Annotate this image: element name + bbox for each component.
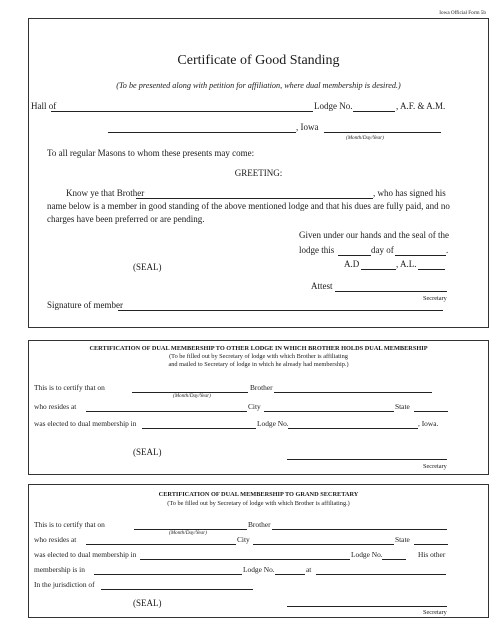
- city-label: City: [248, 402, 261, 411]
- brother-label: Brother: [248, 520, 271, 529]
- secretary-label: Secretary: [423, 463, 447, 470]
- day-field[interactable]: [338, 255, 371, 256]
- date-note: (Month/Day/Year): [173, 393, 211, 399]
- al-year-field[interactable]: [418, 269, 445, 270]
- al-label: , A.L.: [396, 259, 417, 269]
- dual-grand-city-field[interactable]: [253, 544, 394, 545]
- date-note: (Month/Day/Year): [346, 135, 384, 141]
- resides-label: who resides at: [34, 402, 77, 411]
- brother-label: Brother: [250, 383, 273, 392]
- body-line-2: name below is a member in good standing of the above mentioned lodge and that his dues are fully paid, and no: [47, 201, 450, 211]
- date-note: (Month/Day/Year): [169, 530, 207, 536]
- dual-lodge-sub1: (To be filled out by Secretary of lodge with which Brother is affiliating: [169, 353, 348, 360]
- dual-lodge-city-field[interactable]: [264, 411, 394, 412]
- af-am-label: , A.F. & A.M.: [396, 101, 446, 111]
- dual-grand-lodge-number-field[interactable]: [382, 559, 406, 560]
- dual-to-grand-section: [28, 484, 489, 618]
- ad-year-field[interactable]: [361, 269, 396, 270]
- dual-to-lodge-section: [28, 340, 489, 475]
- attest-label: Attest: [311, 281, 333, 291]
- dual-lodge-state-field[interactable]: [414, 411, 448, 412]
- dual-lodge-sub2: and mailed to Secretary of lodge in which he already had membership.): [168, 361, 349, 368]
- seal-placeholder: (SEAL): [133, 598, 162, 608]
- elected-label: was elected to dual membership in: [34, 550, 137, 559]
- resides-label: who resides at: [34, 535, 77, 544]
- day-of-label: day of: [371, 245, 394, 255]
- dual-lodge-heading: CERTIFICATION OF DUAL MEMBERSHIP TO OTHER LODGE IN WHICH BROTHER HOLDS DUAL MEMBERSHIP: [89, 345, 428, 352]
- lodge-no-label: Lodge No.: [257, 419, 289, 428]
- elected-label: was elected to dual membership in: [34, 419, 137, 428]
- dual-lodge-number-field[interactable]: [288, 428, 418, 429]
- lodge-no-label: Lodge No.: [351, 550, 383, 559]
- dual-lodge-name-field[interactable]: [142, 428, 256, 429]
- dual-grand-heading: CERTIFICATION OF DUAL MEMBERSHIP TO GRAND SECRETARY: [158, 491, 359, 498]
- lodge-this-label: lodge this: [299, 245, 335, 255]
- body-line-3: charges have been preferred or are pending.: [47, 214, 205, 224]
- dual-grand-secretary-field[interactable]: [287, 606, 447, 607]
- dual-lodge-brother-field[interactable]: [274, 392, 432, 393]
- membership-in-label: membership is in: [34, 565, 85, 574]
- certify-label: This is to certify that on: [34, 383, 105, 392]
- attest-signature-field[interactable]: [335, 291, 447, 292]
- dual-lodge-address-field[interactable]: [86, 411, 247, 412]
- dual-grand-jurisdiction-field[interactable]: [101, 589, 253, 590]
- state-label: State: [395, 402, 410, 411]
- lodge-number-field[interactable]: [353, 111, 395, 112]
- dual-grand-other-lodge-field[interactable]: [94, 574, 242, 575]
- member-signature-field[interactable]: [118, 310, 443, 311]
- dual-grand-lodge-field[interactable]: [140, 559, 350, 560]
- given-under-text: Given under our hands and the seal of the: [299, 230, 449, 240]
- signature-label: Signature of member: [47, 300, 123, 310]
- certificate-section: [28, 18, 489, 328]
- at-label: at: [306, 565, 312, 574]
- hall-name-field[interactable]: [51, 111, 313, 112]
- dual-grand-brother-field[interactable]: [272, 529, 447, 530]
- dual-grand-other-location-field[interactable]: [316, 574, 446, 575]
- dual-grand-address-field[interactable]: [86, 544, 236, 545]
- secretary-label: Secretary: [423, 295, 447, 302]
- brother-name-field[interactable]: [136, 198, 373, 199]
- his-other-label: His other: [418, 550, 446, 559]
- dual-grand-sub1: (To be filled out by Secretary of lodge with which Brother is affiliating.): [167, 500, 350, 507]
- lodge-no-label: Lodge No.: [314, 101, 353, 111]
- dual-lodge-secretary-field[interactable]: [287, 459, 447, 460]
- greeting-text: GREETING:: [234, 168, 283, 178]
- know-ye-text: Know ye that Brother: [66, 188, 145, 198]
- to-masons-text: To all regular Masons to whom these presents may come:: [47, 148, 255, 158]
- form-number: Iowa Official Form 5b: [439, 10, 486, 16]
- certificate-date-field[interactable]: [324, 132, 441, 133]
- seal-placeholder: (SEAL): [133, 262, 162, 272]
- certificate-subtitle: (To be presented along with petition for affiliation, where dual membership is desired.): [116, 81, 401, 90]
- lodge-no-label-2: Lodge No.: [243, 565, 275, 574]
- dual-grand-state-field[interactable]: [414, 544, 448, 545]
- iowa-label: , Iowa.: [418, 419, 439, 428]
- state-label: State: [395, 535, 410, 544]
- iowa-label: , Iowa: [296, 122, 319, 132]
- ad-label: A.D: [344, 259, 360, 269]
- city-label: City: [237, 535, 250, 544]
- month-field[interactable]: [395, 255, 446, 256]
- dual-grand-other-number-field[interactable]: [275, 574, 305, 575]
- certificate-title: Certificate of Good Standing: [177, 53, 340, 68]
- seal-placeholder: (SEAL): [133, 447, 162, 457]
- period-mark: .: [446, 245, 449, 255]
- hall-label: Hall of: [31, 101, 57, 111]
- certify-label: This is to certify that on: [34, 520, 105, 529]
- jurisdiction-label: In the jurisdiction of: [34, 580, 95, 589]
- place-field[interactable]: [108, 132, 296, 133]
- secretary-label: Secretary: [423, 609, 447, 616]
- signed-his-text: , who has signed his: [373, 188, 446, 198]
